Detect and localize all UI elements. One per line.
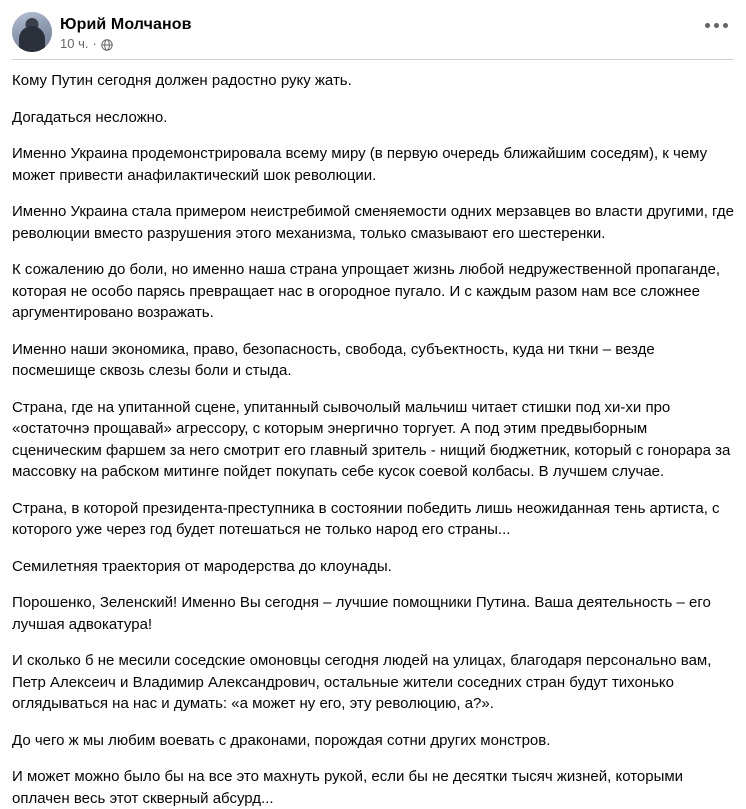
post-paragraph: Догадаться несложно. (12, 108, 168, 126)
ellipsis-icon (705, 23, 710, 28)
post-paragraph: Именно Украина стала примером неистребимой сменяемости одних мерзавцев во власти другими, где революции вместо разрушения этого механизма, только смазывают его шестеренки. (12, 203, 739, 242)
post-meta (60, 36, 192, 52)
post-paragraph: И сколько б не месили соседские омоновцы сегодня людей на улицах, благодаря персонально вам, Петр Алексеич и Владимир Александрович, остальные жители соседних стран будут тихонько оглядываться на нас и думать: «а может ну его, эту революцию, а?». (12, 652, 716, 712)
post-body (12, 60, 739, 809)
post-paragraph: Порошенко, Зеленский! Именно Вы сегодня – лучшие помощники Путина. Ваша деятельность – его лучшая адвокатура! (12, 594, 716, 633)
post-header-text (60, 12, 192, 53)
avatar-body (19, 26, 45, 52)
post-timestamp[interactable]: 10 ч. (60, 35, 89, 51)
post-header (12, 8, 734, 59)
post-paragraph: Кому Путин сегодня должен радостно руку жать. (12, 72, 352, 89)
post-paragraph: Именно наши экономика, право, безопасность, свобода, субъектность, куда ни ткни – везде посмешище сквозь слезы боли и стыда. (12, 340, 659, 379)
post-paragraph: Страна, в которой президента-преступника в состоянии победить лишь неожиданная тень артиста, с которого уже через год будет потешаться не только народ его страны... (12, 499, 724, 538)
ellipsis-icon (723, 23, 728, 28)
post-paragraph: Семилетняя траектория от мародерства до клоунады. (12, 557, 392, 575)
post-paragraph: До чего ж мы любим воевать с драконами, порождая сотни других монстров. (12, 731, 551, 749)
post-paragraph: Страна, где на упитанной сцене, упитанный сывочолый мальчиш читает стишки под хи-хи про «остаточнэ прощавай» агрессору, с которым энергично торгует. А под этим предвыборным сценическим фаршем за него смотрит его главный зритель - нищий бюджетник, который с гонорара за массовку на рабском митинге пойдет покупать себе кусок соевой колбасы. В лучшем случае. (12, 398, 735, 480)
post-more-options-button[interactable] (700, 14, 732, 36)
meta-separator: · (92, 35, 97, 51)
author-name[interactable]: Юрий Молчанов (60, 15, 192, 33)
post-paragraph: И может можно было бы на все это махнуть рукой, если бы не десятки тысяч жизней, которыми оплачен весь этот скверный абсурд... (12, 768, 688, 807)
globe-icon[interactable] (101, 39, 113, 51)
post-paragraph: К сожалению до боли, но именно наша страна упрощает жизнь любой недружественной пропаганде, которая не особо парясь превращает нас в огородное пугало. И с каждым разом нам все сложнее аргументировано возражать. (12, 261, 725, 321)
post-paragraph: Именно Украина продемонстрировала всему миру (в первую очередь ближайшим соседям), к чему может привести анафилактический шок революции. (12, 145, 712, 184)
avatar[interactable] (12, 12, 52, 52)
ellipsis-icon (714, 23, 719, 28)
